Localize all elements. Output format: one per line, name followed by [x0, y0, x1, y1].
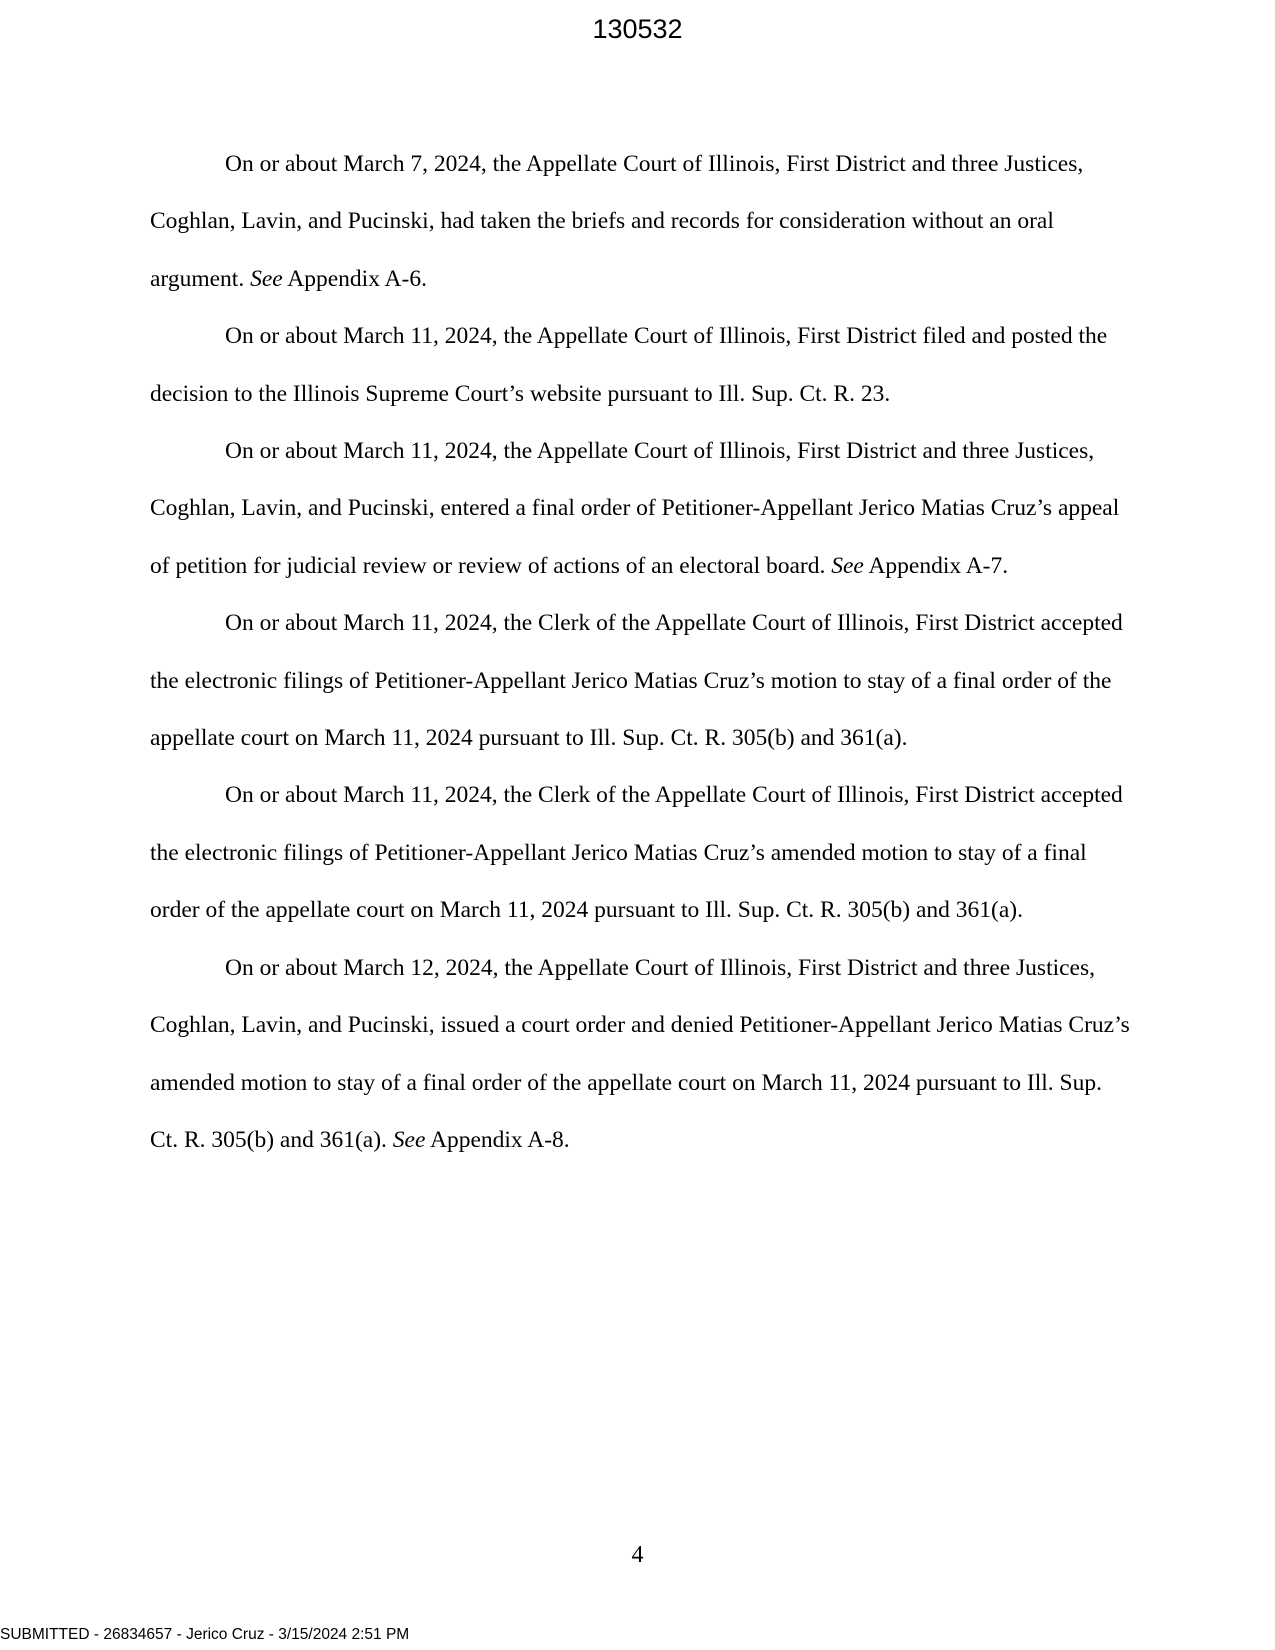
submission-stamp: SUBMITTED - 26834657 - Jerico Cruz - 3/15/2024 2:51 PM: [0, 1626, 410, 1643]
paragraph-text: On or about March 11, 2024, the Appellate Court of Illinois, First District and three Justices, Coghlan, Lavin, and Pucinski, entered a final order of Petitioner-Appellant Jerico Matias Cruz’s appeal of petition for judicial review or review of actions of an electoral board.: [150, 438, 1120, 579]
paragraph-text: On or about March 11, 2024, the Clerk of the Appellate Court of Illinois, First District accepted the electronic filings of Petitioner-Appellant Jerico Matias Cruz’s amended motion to stay of a final order of the appellate court on March 11, 2024 pursuant to Ill. Sup. Ct. R. 305(b) and 361(a).: [150, 782, 1123, 924]
see-signal: See: [250, 265, 283, 292]
paragraph-text: On or about March 12, 2024, the Appellate Court of Illinois, First District and three Justices, Coghlan, Lavin, and Pucinski, issued a court order and denied Petitioner-Appellant Jerico Matias Cruz’s amended motion to stay of a final order of the appellate court on March 11, 2024 pursuant to Ill. Sup. Ct. R. 305(b) and 361(a).: [150, 954, 1130, 1153]
paragraph-text: On or about March 11, 2024, the Appellate Court of Illinois, First District filed and posted the decision to the Illinois Supreme Court’s website pursuant to Ill. Sup. Ct. R. 23.: [150, 323, 1108, 407]
appendix-reference: Appendix A-6.: [282, 265, 427, 292]
paragraph: [150, 595, 1130, 767]
appendix-reference: Appendix A-8.: [425, 1126, 570, 1153]
appendix-reference: Appendix A-7.: [863, 552, 1009, 579]
paragraph: [150, 136, 1130, 308]
paragraph-text: On or about March 7, 2024, the Appellate Court of Illinois, First District and three Justices, Coghlan, Lavin, and Pucinski, had taken the briefs and records for consideration without an oral argument.: [150, 151, 1084, 292]
paragraph: [150, 423, 1130, 595]
document-body: [150, 136, 1130, 1169]
see-signal: See: [392, 1126, 426, 1153]
paragraph: [150, 940, 1130, 1170]
paragraph: [150, 767, 1130, 939]
page-number: 4: [631, 1542, 644, 1568]
paragraph-text: On or about March 11, 2024, the Clerk of the Appellate Court of Illinois, First District accepted the electronic filings of Petitioner-Appellant Jerico Matias Cruz’s motion to stay of a final order of the appellate court on March 11, 2024 pursuant to Ill. Sup. Ct. R. 305(b) and 361(a).: [150, 610, 1123, 752]
case-number: 130532: [592, 14, 683, 44]
paragraph: [150, 308, 1130, 423]
see-signal: See: [831, 552, 864, 579]
